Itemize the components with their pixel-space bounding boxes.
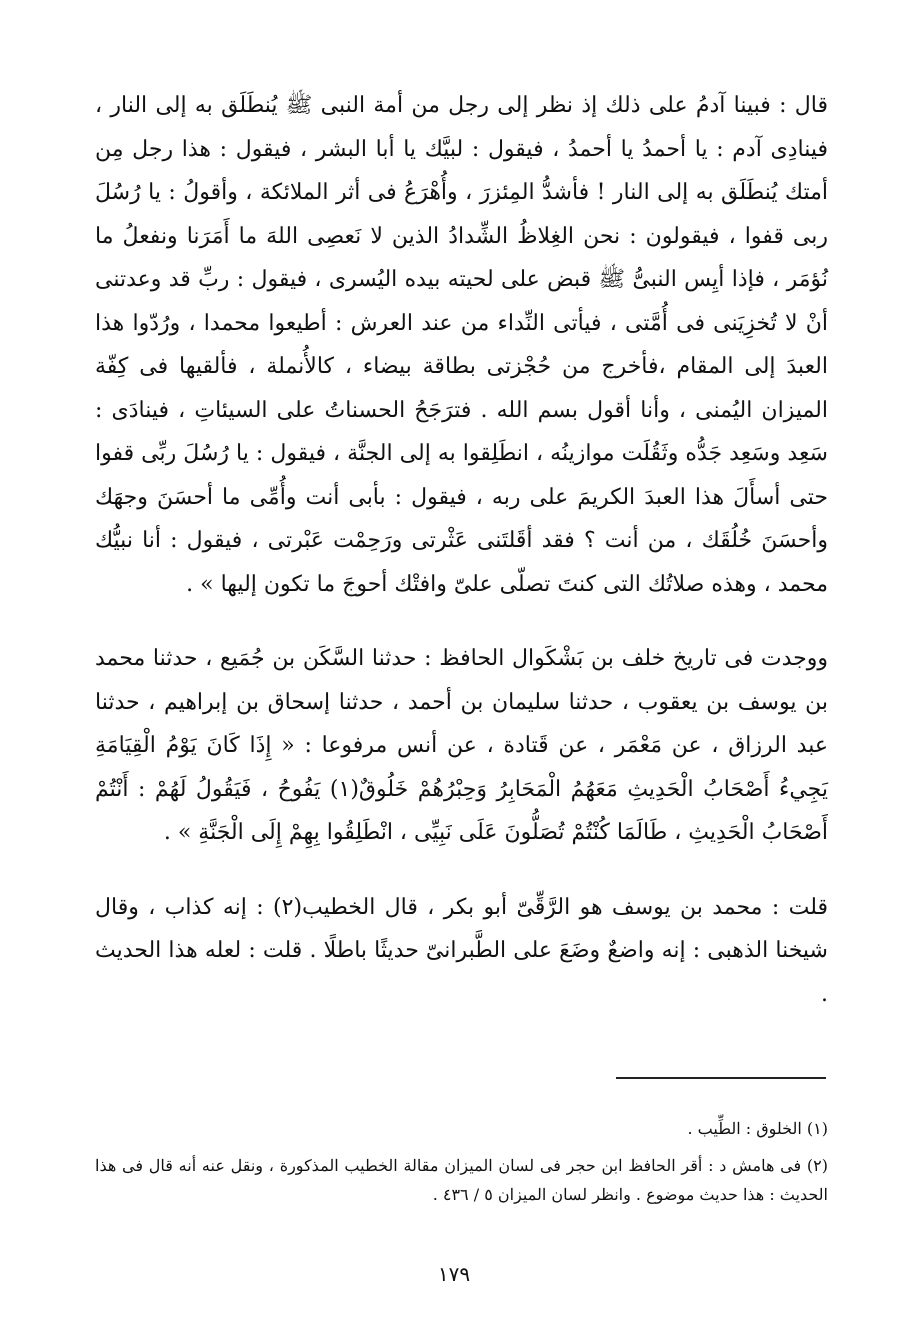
paragraph-3: قلت : محمد بن يوسف هو الرَّقِّىّ أبو بكر ، قال الخطيب(٢) : إنه كذاب ، وقال شيخنا الذهبى : إنه واضعٌ وضَعَ على الطَّبرانىّ حديثًا باطلًا . قلت : لعله هذا الحديث .: [95, 894, 829, 1007]
main-text: [95, 84, 828, 1016]
paragraph-2: ووجدت فى تاريخ خلف بن بَشْكَوال الحافظ : حدثنا السَّكَن بن جُمَيع ، حدثنا محمد بن يوسف بن يعقوب ، حدثنا سليمان بن أحمد ، حدثنا إسحاق بن إبراهيم ، حدثنا عبد الرزاق ، عن مَعْمَر ، عن قَتادة ، عن أنس مرفوعا : « إِذَا كَانَ يَوْمُ الْقِيَامَةِ يَجِيءُ أَصْحَابُ الْحَدِيثِ مَعَهُمُ الْمَحَابِرُ وَحِبْرُهُمْ خَلُوقٌ(١) يَفُوحُ ، فَيَقُولُ لَهُمْ : أَنْتُمْ أَصْحَابُ الْحَدِيثِ ، طَالَمَا كُنْتُمْ تُصَلُّونَ عَلَى نَبِيِّى ، انْطَلِقُوا بِهِمْ إِلَى الْجَنَّةِ » .: [95, 646, 829, 845]
footnote-divider: [616, 1077, 826, 1079]
footnotes: [95, 1114, 828, 1217]
footnote-1: (١) الخلوق : الطِّيب .: [687, 1119, 828, 1138]
page-number: ١٧٩: [437, 1262, 471, 1286]
paragraph-1: قال : فبينا آدمُ على ذلك إذ نظر إلى رجل من أمة النبى ﷺ يُنطَلَق به إلى النار ، فينادِى آدم : يا أحمدُ يا أحمدُ ، فيقول : لبيَّك يا أبا البشر ، فيقول : هذا رجل مِن أمتك يُنطَلَق به إلى النار ! فأشدُّ المِئزرَ ، وأُهْرَعُ فى أثر الملائكة ، وأقولُ : يا رُسُلَ ربى قفوا ، فيقولون : نحن الغِلاظُ الشِّدادُ الذين لا نَعصِى اللهَ ما أَمَرَنا ونفعلُ ما نُؤمَر ، فإذا أيِس النبىُّ ﷺ قبض على لحيته بيده اليُسرى ، فيقول : ربِّ قد وعدتنى أنْ لا تُخزِيَنى فى أُمَّتى ، فيأتى النِّداء من عند العرش : أطيعوا محمدا ، ورُدّوا هذا العبدَ إلى المقام ،فأخرج من حُجْزتى بطاقة بيضاء ، كالأُنملة ، فألقيها فى كِفّة الميزان اليُمنى ، وأنا أقول بسم الله . فترَجَحُ الحسناتُ على السيئاتِ ، فينادَى : سَعِد وسَعِد جَدُّه وثَقُلَت موازينُه ، انطَلِقوا به إلى الجنَّة ، فيقول : يا رُسُلَ ربِّى قفوا حتى أسأَلَ هذا العبدَ الكريمَ على ربه ، فيقول : بأبى أنت وأُمِّى ما أحسَنَ وجهَك وأحسَنَ خُلُقَك ، من أنت ؟ فقد أقَلتَنى عَثْرتى ورَحِمْت عَبْرتى ، فيقول : أنا نبيُّك محمد ، وهذه صلاتُك التى كنتَ تصلّى علىّ وافتْك أحوجَ ما تكون إليها » .: [95, 93, 828, 597]
footnote-2: (٢) فى هامش د : أقر الحافظ ابن حجر فى لسان الميزان مقالة الخطيب المذكورة ، ونقل عنه أنه قال فى هذا الحديث : هذا حديث موضوع . وانظر لسان الميزان ٥ / ٤٣٦ .: [95, 1156, 828, 1204]
